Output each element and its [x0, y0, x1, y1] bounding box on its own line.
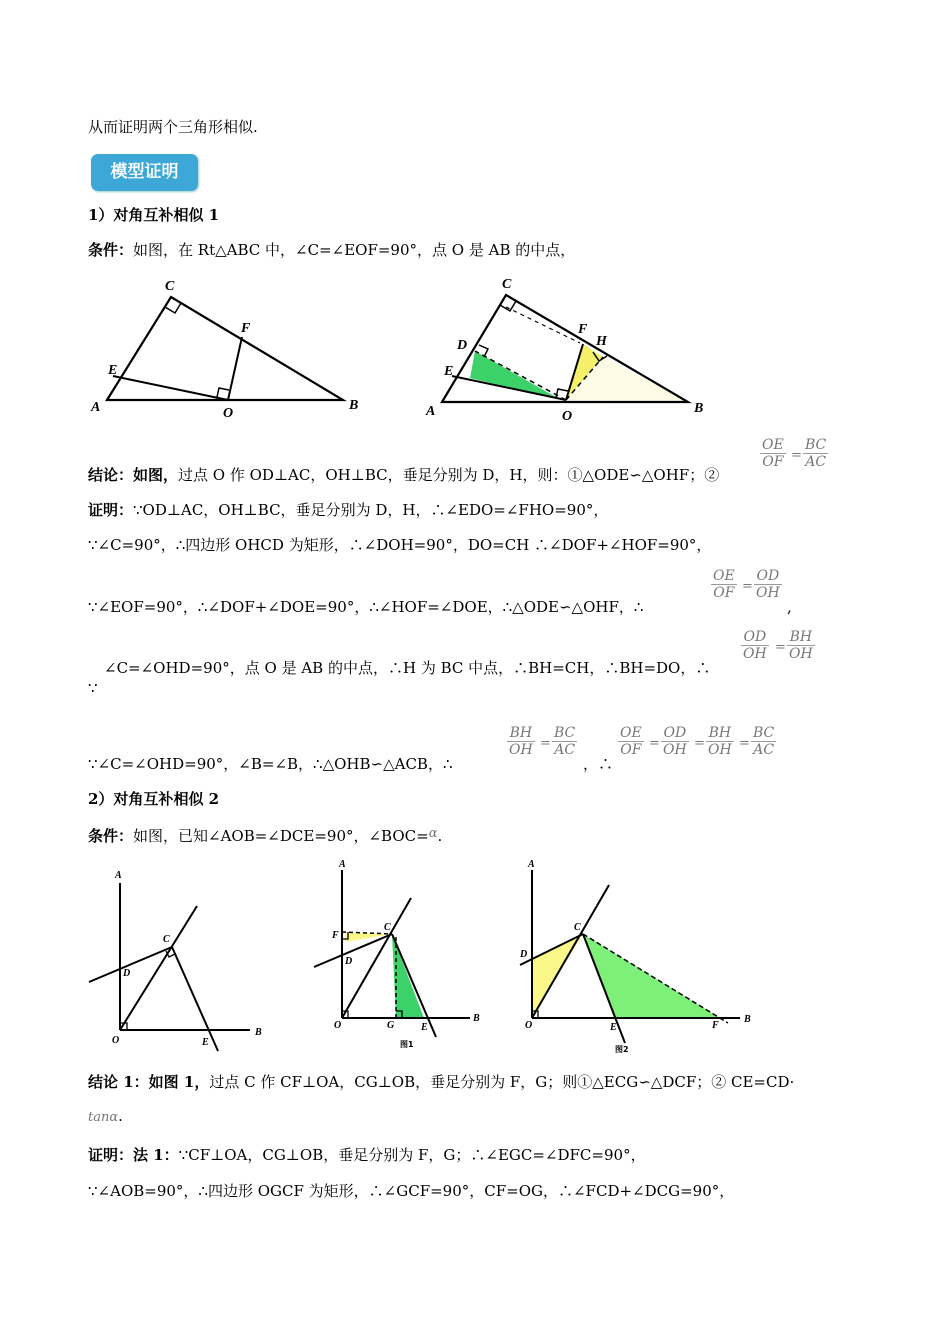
segment-of — [228, 337, 242, 400]
svg-text:F: F — [712, 1020, 719, 1031]
fraction-od-oh: $\frac{OD}{OH}$ — [756, 568, 780, 601]
s2-proof-line-1: 证明：法 1：∵CF⊥OA，CG⊥OB，垂足分别为 F，G；∴∠EGC=∠DFC=90°， — [88, 1146, 646, 1164]
s1-proof-line-2: ∵∠C=90°，∴四边形 OHCD 为矩形，∴∠DOH=90°，DO=CH ∴∠DOF+∠HOF=90°， — [88, 536, 712, 554]
caption-fig1: 图1 — [400, 1040, 414, 1049]
figure-5-axes-fig2 — [500, 855, 760, 1055]
s1-proof-label: 证明： — [88, 501, 134, 519]
label-a: A — [426, 404, 436, 419]
alpha-symbol: α — [428, 826, 438, 841]
s2-condition: 条件：如图，已知∠AOB=∠DCE=90°，∠BOC=α. — [88, 826, 443, 845]
svg-text:E: E — [202, 1037, 209, 1048]
svg-text:F: F — [332, 930, 339, 941]
s1-concl-text: 过点 O 作 OD⊥AC，OH⊥BC，垂足分别为 D，H，则：①△ODE∽△OHF；② — [178, 466, 720, 484]
s1-cond-text: 如图，在 Rt△ABC 中，∠C=∠EOF=90°，点 O 是 AB 的中点， — [133, 241, 576, 259]
figure-2-triangle — [420, 275, 720, 425]
s1-proof-line-1: 证明：∵OD⊥AC，OH⊥BC，垂足分别为 D，H，∴∠EDO=∠FHO=90°， — [88, 501, 609, 519]
s1-proof-line-4: ∠C=∠OHD=90°，点 O 是 AB 的中点，∴H 为 BC 中点，∴BH=CH，∴BH=DO，∴ — [104, 659, 711, 677]
equals-sign: = — [791, 448, 802, 463]
svg-text:B: B — [744, 1014, 751, 1025]
fraction-bh-oh: $\frac{BH}{OH}$ — [509, 725, 533, 758]
label-e: E — [444, 364, 454, 379]
s2-conclusion: 结论 1：如图 1，过点 C 作 CF⊥OA，CG⊥OB，垂足分别为 F，G；则①△ECG∽△DCF；② CE=CD· — [88, 1073, 795, 1091]
svg-text:D: D — [123, 968, 131, 979]
line-ce — [172, 947, 218, 1051]
svg-text:B: B — [473, 1013, 480, 1024]
svg-text:E: E — [421, 1022, 428, 1033]
label-d: D — [457, 338, 468, 353]
svg-text:O: O — [112, 1035, 120, 1046]
fraction-od-oh: $\frac{OD}{OH}$ — [663, 725, 687, 758]
s1-proof-line-5: ∵∠C=∠OHD=90°，∠B=∠B，∴△OHB∽△ACB，∴ — [88, 755, 453, 773]
therefore: ，∴ — [583, 755, 614, 773]
label-h: H — [596, 334, 607, 349]
fraction-od-oh: $\frac{OD}{OH}$ — [743, 629, 767, 662]
label-o: O — [223, 406, 234, 421]
caption-fig2: 图2 — [615, 1045, 629, 1054]
equals-sign: = — [775, 640, 786, 655]
svg-text:G: G — [387, 1020, 395, 1031]
fraction-oe-of: $\frac{OE}{OF}$ — [713, 568, 735, 601]
figure-3-axes — [85, 865, 285, 1065]
s1-cond-label: 条件： — [88, 241, 134, 259]
svg-text:A: A — [528, 859, 535, 870]
line-oc — [120, 906, 197, 1030]
fraction-bh-oh: $\frac{BH}{OH}$ — [789, 629, 813, 662]
fraction-oe-of: $\frac{OE}{OF}$ — [620, 725, 642, 758]
section-2-title: 2）对角互补相似 2 — [88, 790, 220, 808]
label-a: A — [91, 400, 101, 415]
section-1-title: 1）对角互补相似 1 — [88, 206, 220, 224]
svg-text:D: D — [345, 956, 353, 967]
label-b: B — [349, 398, 359, 413]
svg-text:O: O — [334, 1020, 342, 1031]
svg-text:E: E — [610, 1022, 617, 1033]
s1-concl-label: 结论：如图， — [88, 466, 179, 484]
triangle-abc — [107, 297, 343, 400]
label-c: C — [165, 279, 175, 294]
label-c: C — [502, 277, 512, 292]
figure-4-axes-fig1 — [310, 855, 500, 1055]
fraction-bh-oh: $\frac{BH}{OH}$ — [708, 725, 732, 758]
equals-sign: = — [739, 736, 750, 751]
svg-text:A: A — [115, 870, 122, 881]
label-f: F — [578, 322, 588, 337]
equals-sign: = — [742, 579, 753, 594]
label-o: O — [562, 409, 573, 424]
because-symbol: ∵ — [88, 679, 98, 697]
fraction-bc-ac: $\frac{BC}{AC}$ — [805, 437, 827, 470]
shade-green — [470, 351, 561, 400]
section-badge: 模型证明 — [91, 154, 198, 191]
intro-text: 从而证明两个三角形相似. — [88, 118, 258, 136]
s1-proof-line-3: ∵∠EOF=90°，∴∠DOF+∠DOE=90°，∴∠HOF=∠DOE，∴△ODE∽△OHF，∴ — [88, 598, 644, 616]
s1-conclusion — [88, 465, 719, 485]
svg-text:B: B — [255, 1027, 262, 1038]
right-angle-o — [217, 388, 229, 397]
comma: , — [787, 598, 792, 616]
equals-sign: = — [540, 736, 551, 751]
s2-proof-line-2: ∵∠AOB=90°，∴四边形 OGCF 为矩形，∴∠GCF=90°，CF=OG，∴∠FCD+∠DCG=90°， — [88, 1182, 735, 1200]
equals-sign: = — [649, 736, 660, 751]
s1-condition — [88, 240, 575, 260]
svg-text:C: C — [384, 922, 391, 933]
svg-text:D: D — [520, 949, 528, 960]
svg-text:C: C — [574, 922, 581, 933]
fraction-bc-ac: $\frac{BC}{AC}$ — [753, 725, 775, 758]
label-f: F — [241, 321, 251, 336]
fraction-oe-of: $\frac{OE}{OF}$ — [762, 437, 784, 470]
svg-text:A: A — [339, 859, 346, 870]
label-e: E — [108, 363, 118, 378]
svg-text:C: C — [163, 934, 170, 945]
equals-sign: = — [694, 736, 705, 751]
tan-alpha: tanα — [88, 1110, 119, 1125]
svg-text:O: O — [525, 1020, 533, 1031]
fraction-bc-ac: $\frac{BC}{AC}$ — [554, 725, 576, 758]
s2-conclusion-cont: tanα. — [88, 1107, 123, 1125]
segment-oe — [113, 376, 228, 400]
figure-1-triangle — [85, 275, 375, 425]
dashed-dc — [506, 307, 580, 343]
label-b: B — [694, 401, 704, 416]
